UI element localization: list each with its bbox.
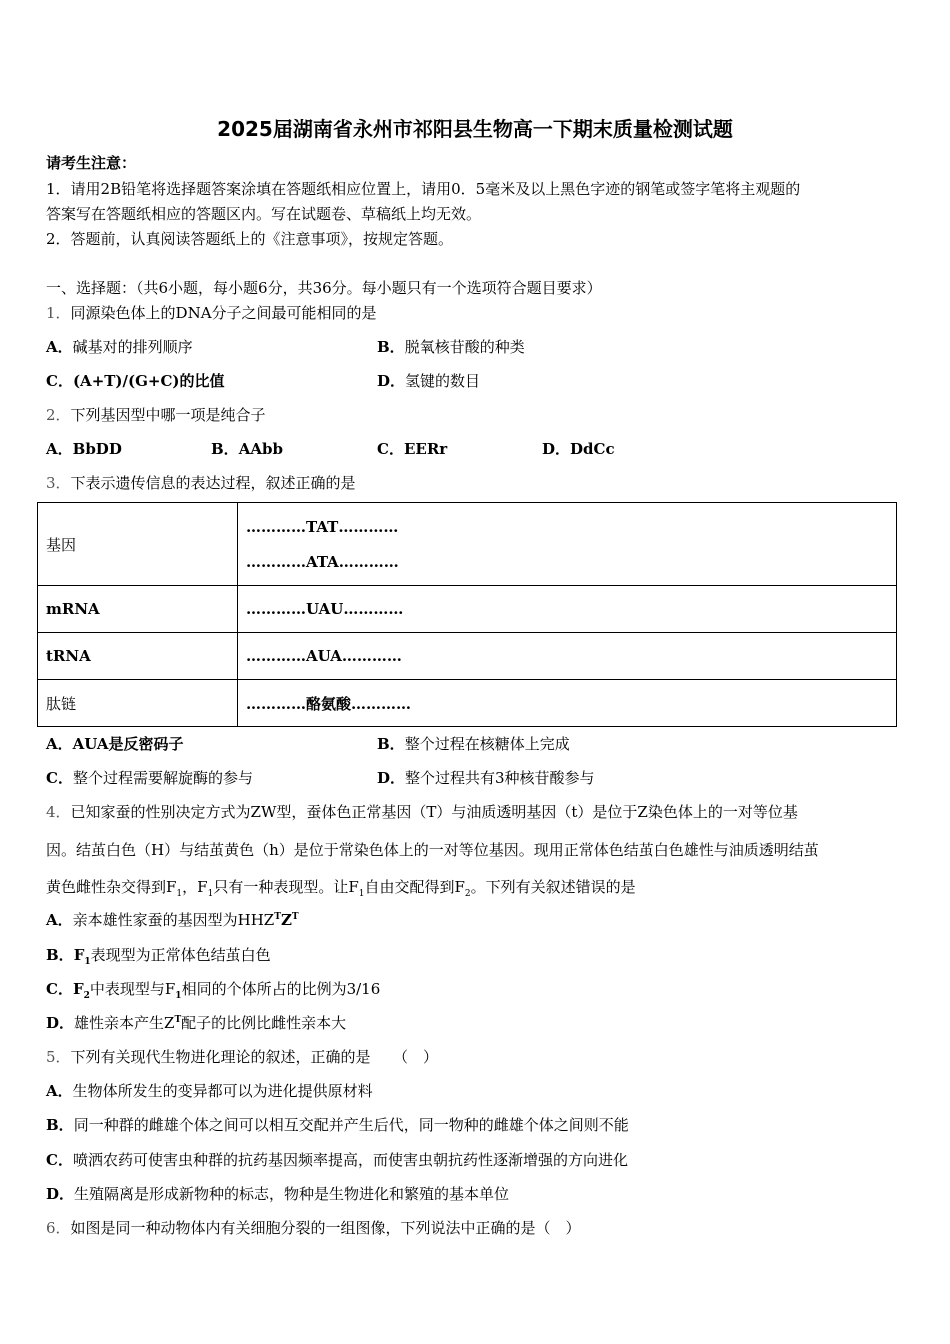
notice-line-1b: 答案写在答题纸相应的答题区内。写在试题卷、草稿纸上均无效。 [46,205,482,223]
gene-label: 基因 [38,503,238,586]
gene-strand-1: …………TAT………… [246,517,399,536]
q1-option-d[interactable]: D．氢键的数目 [377,372,481,390]
trna-cell: …………AUA………… [238,633,897,680]
question-4-line-3: 黄色雌性杂交得到$F_1$，$F_1$只有一种表现型。让$F_1$自由交配得到$F_2$。下列有关叙述错误的是 [46,878,636,899]
question-3 [46,472,356,493]
q3-option-c[interactable]: C．整个过程需要解旋酶的参与 [46,769,253,787]
question-stem: 下列基因型中哪一项是纯合子 [70,406,266,424]
question-number: 6． [46,1219,71,1237]
question-4-line-2: 因。结茧白色（H）与结茧黄色（h）是位于常染色体上的一对等位基因。现用正常体色结茧白色雄性与油质透明结茧 [46,841,819,859]
question-1 [46,302,377,323]
notice-line-2: 2．答题前，认真阅读答题纸上的《注意事项》，按规定答题。 [46,230,454,248]
q5-option-a[interactable]: A．生物体所发生的变异都可以为进化提供原材料 [46,1082,373,1100]
q2-option-c[interactable]: C．EERr [377,440,448,458]
mrna-label: mRNA [38,586,238,633]
q3-option-a[interactable]: A．AUA是反密码子 [46,735,184,753]
gene-strand-2: …………ATA………… [246,552,399,571]
q5-option-d[interactable]: D．生殖隔离是形成新物种的标志，物种是生物进化和繁殖的基本单位 [46,1185,510,1203]
question-stem: 如图是同一种动物体内有关细胞分裂的一组图像，下列说法中正确的是（ ） [70,1219,581,1237]
question-number: 1． [46,304,71,322]
notice-heading: 请考生注意： [46,154,137,172]
question-number: 4． [46,803,71,821]
peptide-label: 肽链 [38,680,238,727]
question-stem: 下表示遗传信息的表达过程，叙述正确的是 [70,474,356,492]
q4-option-d[interactable]: D．雄性亲本产生$Z^T$配子的比例比雌性亲本大 [46,1014,347,1032]
section-heading: 一、选择题：（共6小题，每小题6分，共36分。每小题只有一个选项符合题目要求） [46,279,602,297]
question-stem: 下列有关现代生物进化理论的叙述，正确的是 （ ） [70,1048,439,1066]
q5-option-b[interactable]: B．同一种群的雌雄个体之间可以相互交配并产生后代，同一物种的雌雄个体之间则不能 [46,1116,629,1134]
table-row [38,586,897,633]
q2-option-b[interactable]: B．AAbb [211,440,283,458]
q1-option-b[interactable]: B．脱氧核苷酸的种类 [377,338,525,356]
expression-table [37,502,897,727]
page-title: 2025届湖南省永州市祁阳县生物高一下期末质量检测试题 [217,117,733,141]
question-2 [46,404,266,425]
table-row [38,503,897,586]
mrna-cell: …………UAU………… [238,586,897,633]
question-number: 5． [46,1048,71,1066]
q4-option-c[interactable]: C．$F_2$中表现型与$F_1$相同的个体所占的比例为3/16 [46,980,381,1001]
q1-option-a[interactable]: A．碱基对的排列顺序 [46,338,193,356]
q1-option-c[interactable]: C．(A+T)/(G+C)的比值 [46,372,225,390]
table-row [38,633,897,680]
question-stem: 同源染色体上的DNA分子之间最可能相同的是 [70,304,377,322]
notice-line-1: 1．请用2B铅笔将选择题答案涂填在答题纸相应位置上，请用0．5毫米及以上黑色字迹的钢笔或签字笔将主观题的 [46,180,801,198]
q4-option-b[interactable]: B．$F_1$表现型为正常体色结茧白色 [46,946,271,967]
q3-option-b[interactable]: B．整个过程在核糖体上完成 [377,735,570,753]
gene-cell [238,503,897,586]
question-number: 3． [46,474,71,492]
q2-option-d[interactable]: D．DdCc [542,440,615,458]
q3-option-d[interactable]: D．整个过程共有3种核苷酸参与 [377,769,595,787]
q4-option-a[interactable]: A．亲本雄性家蚕的基因型为$HHZ^TZ^T$ [46,911,299,929]
q2-option-a[interactable]: A．BbDD [46,440,122,458]
peptide-cell: …………酪氨酸………… [238,680,897,727]
table-row [38,680,897,727]
question-6 [46,1217,581,1238]
question-4-line-1: 4．已知家蚕的性别决定方式为ZW型，蚕体色正常基因（T）与油质透明基因（t）是位于Z染色体上的一对等位基 [46,803,798,821]
question-5 [46,1046,438,1067]
q5-option-c[interactable]: C．喷洒农药可使害虫种群的抗药基因频率提高，而使害虫朝抗药性逐渐增强的方向进化 [46,1151,628,1169]
trna-label: tRNA [38,633,238,680]
question-number: 2． [46,406,71,424]
